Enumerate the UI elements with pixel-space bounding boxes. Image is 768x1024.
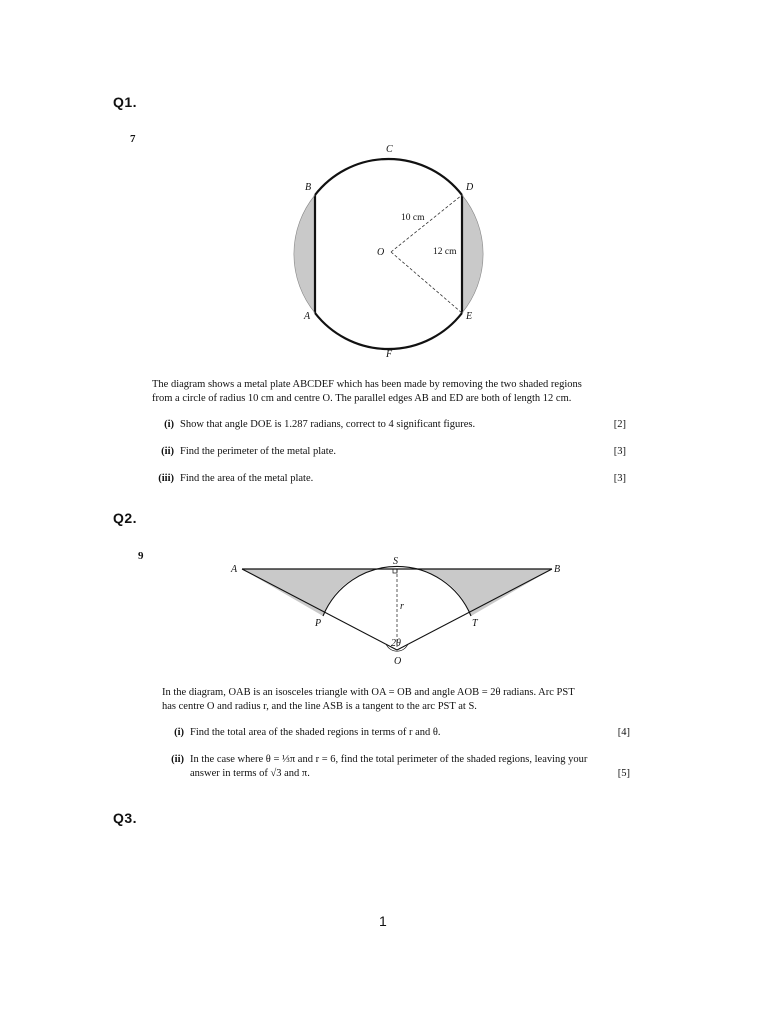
q2-part-i-text: Find the total area of the shaded regions in terms of r and θ. (190, 727, 441, 738)
q2-label-r: r (400, 601, 404, 612)
q1-intro-line1: The diagram shows a metal plate ABCDEF which has been made by removing the two shaded regions (152, 379, 582, 390)
q1-part-ii-marks: [3] (613, 446, 626, 457)
q3-header: Q3. (113, 810, 138, 826)
q1-label-f: F (386, 349, 393, 360)
q1-label-d: D (466, 182, 474, 193)
q2-label-s: S (393, 556, 398, 567)
q2-number: 9 (138, 550, 144, 562)
q1-part-iii (150, 472, 626, 486)
q1-part-i-marks: [2] (613, 419, 626, 430)
q1-intro-line2: from a circle of radius 10 cm and centre O. The parallel edges AB and ED are both of length 12 cm. (152, 393, 572, 404)
q2-part-ii (160, 753, 630, 781)
q2-intro-line2: has centre O and radius r, and the line ASB is a tangent to the arc PST at S. (162, 701, 477, 712)
q2-part-i-label: (i) (174, 727, 184, 738)
q1-part-ii-text: Find the perimeter of the metal plate. (180, 446, 336, 457)
q2-part-i-marks: [4] (617, 727, 630, 738)
q1-shaded-right (462, 195, 483, 313)
q2-part-ii-marks: [5] (617, 768, 630, 779)
q2-label-t: T (472, 618, 478, 629)
q1-label-b: B (305, 182, 312, 193)
q1-part-iii-text: Find the area of the metal plate. (180, 473, 314, 484)
q2-label-p: P (315, 618, 322, 629)
q2-intro (162, 686, 632, 714)
q1-arc-bottom (315, 313, 462, 349)
q1-chord-label: 12 cm (433, 247, 457, 257)
page-number: 1 (379, 913, 387, 929)
q1-radius-od (391, 195, 462, 252)
q1-header: Q1. (113, 94, 138, 110)
q2-label-a: A (231, 564, 238, 575)
q1-intro (152, 378, 632, 406)
q1-part-i (150, 418, 626, 432)
q2-part-ii-label: (ii) (171, 754, 184, 765)
q1-label-o: O (377, 247, 385, 258)
q1-shaded-left (294, 195, 315, 313)
q1-label-a: A (304, 311, 311, 322)
q1-part-iii-marks: [3] (613, 473, 626, 484)
q1-radius-oe (391, 252, 462, 313)
q1-part-i-text: Show that angle DOE is 1.287 radians, correct to 4 significant figures. (180, 419, 476, 430)
q1-radius-label: 10 cm (401, 213, 425, 223)
q2-label-o: O (394, 656, 402, 667)
q2-label-b: B (554, 564, 561, 575)
q2-part-ii-text: In the case where θ = ⅓π and r = 6, find the total perimeter of the shaded regions, leaving your (190, 754, 588, 765)
q1-arc-top (315, 159, 462, 195)
q1-label-c: C (386, 144, 393, 155)
q2-part-i (160, 726, 630, 740)
q2-header: Q2. (113, 510, 138, 526)
q2-part-ii-text2: answer in terms of √3 and π. (190, 768, 310, 779)
q1-label-e: E (466, 311, 473, 322)
q1-part-ii (150, 445, 626, 459)
q1-part-ii-label: (ii) (161, 446, 174, 457)
q2-intro-line1: In the diagram, OAB is an isosceles triangle with OA = OB and angle AOB = 2θ radians. Arc PST (162, 687, 575, 698)
q1-part-i-label: (i) (164, 419, 174, 430)
q1-diagram (280, 138, 500, 366)
q1-number: 7 (130, 133, 136, 145)
q2-angle-label: 2θ (391, 638, 401, 649)
q1-part-iii-label: (iii) (158, 473, 174, 484)
q2-diagram (228, 554, 574, 670)
